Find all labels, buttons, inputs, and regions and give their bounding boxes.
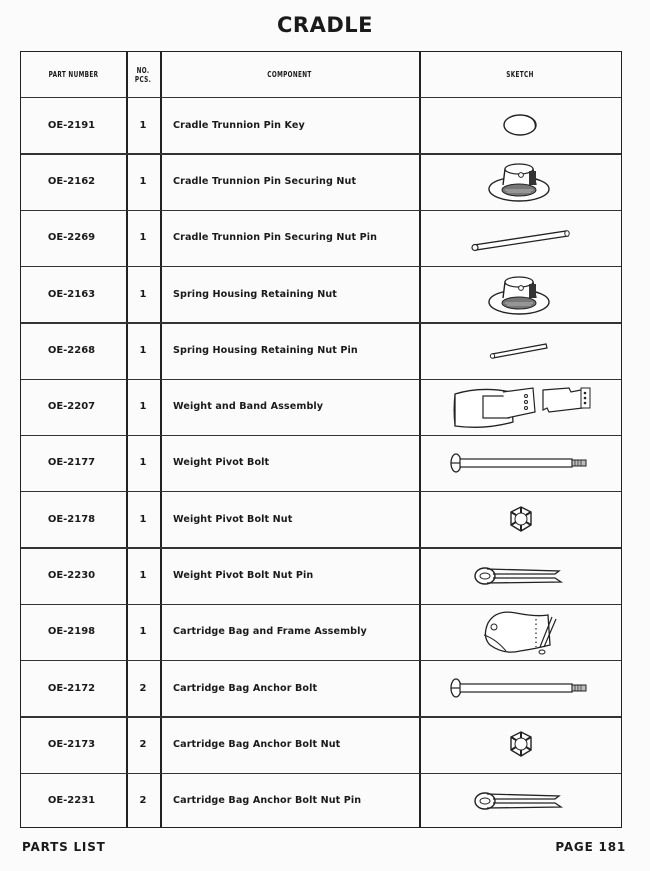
component-name: Cartridge Bag and Frame Assembly	[173, 626, 367, 638]
table-row	[21, 604, 621, 660]
bolt-icon	[446, 675, 596, 701]
part-number: OE-2172	[47, 682, 96, 694]
sketch	[420, 716, 622, 772]
quantity: 1	[139, 401, 147, 413]
footer-page-number: PAGE 181	[555, 840, 626, 854]
part-number: OE-2173	[47, 738, 96, 750]
component-name: Cradle Trunnion Pin Securing Nut	[173, 175, 357, 187]
table-row	[21, 97, 621, 153]
cartridge-bag-icon	[476, 605, 566, 659]
quantity: 1	[139, 344, 147, 356]
table-row	[21, 491, 621, 547]
part-number: OE-2198	[47, 626, 96, 638]
sketch	[420, 379, 622, 435]
flanged-nut-icon	[481, 268, 561, 320]
quantity: 2	[139, 738, 147, 750]
sketch	[420, 153, 622, 209]
part-number: OE-2207	[47, 401, 96, 413]
sketch	[420, 491, 622, 547]
quantity: 1	[139, 232, 147, 244]
bolt-icon	[446, 450, 596, 476]
sketch	[420, 97, 622, 153]
table-row	[21, 716, 621, 772]
header-sketch: SKETCH	[506, 70, 534, 79]
castle-nut-icon	[506, 504, 536, 534]
sketch	[420, 266, 622, 322]
component-name: Cartridge Bag Anchor Bolt	[173, 682, 318, 694]
component-name: Cartridge Bag Anchor Bolt Nut	[173, 738, 341, 750]
header-no-pcs-line2: PCS.	[134, 74, 152, 84]
castle-nut-icon	[506, 729, 536, 759]
part-number: OE-2162	[47, 175, 96, 187]
sketch	[420, 604, 622, 660]
table-row	[21, 773, 621, 829]
table-row	[21, 322, 621, 378]
part-number: OE-2191	[47, 119, 96, 131]
table-row	[21, 435, 621, 491]
part-number: OE-2231	[47, 795, 96, 807]
component-name: Weight Pivot Bolt Nut	[173, 513, 293, 525]
header-part-number: PART NUMBER	[48, 70, 99, 79]
sketch	[420, 435, 622, 491]
component-name: Weight Pivot Bolt	[173, 457, 270, 469]
table-row	[21, 660, 621, 716]
quantity: 1	[139, 288, 147, 300]
header-no-pcs	[129, 52, 158, 97]
sketch	[420, 547, 622, 603]
weight-band-icon	[441, 382, 601, 432]
part-number: OE-2268	[47, 344, 96, 356]
quantity: 1	[139, 175, 147, 187]
component-name: Cradle Trunnion Pin Securing Nut Pin	[173, 232, 378, 244]
component-name: Spring Housing Retaining Nut Pin	[173, 344, 358, 356]
component-name: Weight Pivot Bolt Nut Pin	[173, 570, 314, 582]
component-name: Cartridge Bag Anchor Bolt Nut Pin	[173, 795, 362, 807]
quantity: 1	[139, 457, 147, 469]
part-number: OE-2163	[47, 288, 96, 300]
sketch	[420, 660, 622, 716]
long-pin-icon	[466, 223, 576, 253]
short-pin-icon	[486, 338, 556, 362]
table-row	[21, 379, 621, 435]
quantity: 1	[139, 513, 147, 525]
component-name: Cradle Trunnion Pin Key	[173, 119, 305, 131]
page-title: CRADLE	[277, 13, 373, 37]
sketch	[420, 322, 622, 378]
quantity: 1	[139, 570, 147, 582]
quantity: 1	[139, 119, 147, 131]
quantity: 2	[139, 795, 147, 807]
table-row	[21, 210, 621, 266]
cotter-pin-icon	[471, 561, 571, 591]
table-row	[21, 153, 621, 209]
footer-parts-list: PARTS LIST	[22, 840, 106, 854]
component-name: Spring Housing Retaining Nut	[173, 288, 337, 300]
part-number: OE-2269	[47, 232, 96, 244]
part-number: OE-2177	[47, 457, 96, 469]
header-component: COMPONENT	[267, 70, 312, 79]
component-name: Weight and Band Assembly	[173, 401, 324, 413]
quantity: 2	[139, 682, 147, 694]
part-number: OE-2230	[47, 570, 96, 582]
sketch	[420, 773, 622, 829]
cotter-pin-icon	[471, 786, 571, 816]
table-row	[21, 266, 621, 322]
oval-key-icon	[499, 110, 543, 140]
flanged-nut-icon	[481, 155, 561, 207]
sketch	[420, 210, 622, 266]
quantity: 1	[139, 626, 147, 638]
header-no-pcs-line1: NO.	[136, 65, 150, 75]
table-row	[21, 547, 621, 603]
part-number: OE-2178	[47, 513, 96, 525]
parts-table	[20, 51, 622, 828]
